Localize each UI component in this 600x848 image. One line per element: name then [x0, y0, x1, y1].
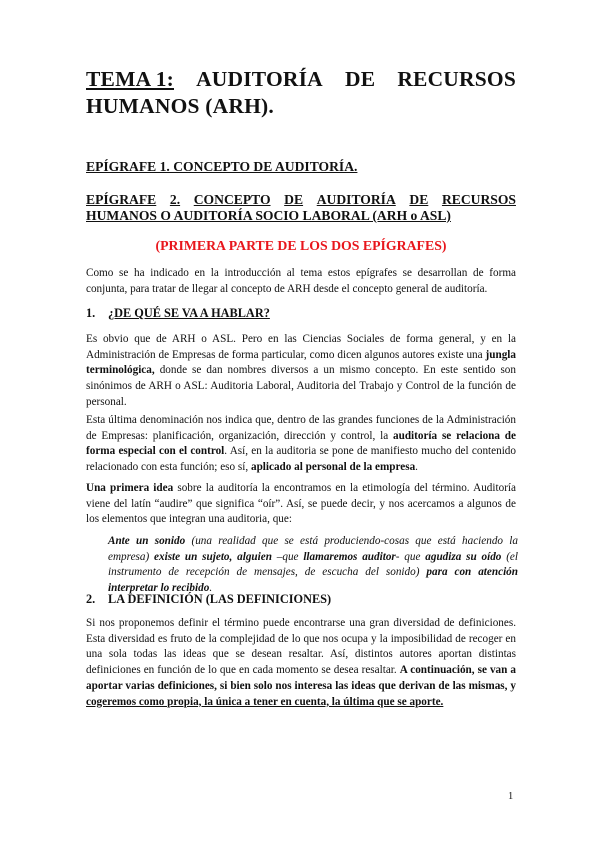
- paragraph-2: [86, 413, 516, 476]
- text-run: . Así, en la auditoria se pone de manifiesto mucho del contenido relacionado con esta función; eso sí,: [86, 445, 516, 474]
- epigrafe-2-word: DE: [409, 192, 429, 207]
- epigrafe-2-word: DE: [284, 192, 304, 207]
- subtitle-red: (PRIMERA PARTE DE LOS DOS EPÍGRAFES): [155, 238, 447, 253]
- text-run: .: [415, 461, 418, 474]
- section-1-heading: [86, 306, 270, 321]
- title-tema: TEMA 1:: [86, 67, 174, 91]
- section-1-number: 1.: [86, 306, 96, 320]
- text-run: Es obvio que de ARH o ASL. Pero en las Ciencias Sociales de forma general, y en la Administración de Empresas de forma particular, como dicen algunos autores existe una: [86, 333, 516, 361]
- text-run: (el instrumento de recepción de mensajes, de escucha del sonido): [108, 550, 518, 579]
- intro-paragraph: Como se ha indicado en la introducción al tema estos epígrafes se desarrollan de forma conjunta, para tratar de llegar al concepto de ARH desde el concepto general de auditoría.: [86, 267, 516, 295]
- text-run: (una realidad que se está produciendo-cosas que está haciendo la empresa): [108, 535, 519, 563]
- epigrafe-2-word: RECURSOS: [441, 192, 516, 207]
- section-1-label: ¿DE QUÉ SE VA A HABLAR?: [108, 306, 270, 320]
- quote-block: [108, 534, 518, 597]
- text-run: Esta última denominación nos indica que, dentro de las grandes funciones de la Administración de Empresas: planificación, organización, dirección y control, la: [86, 414, 516, 442]
- epigrafe-2-word: CONCEPTO: [193, 192, 271, 207]
- document-title: [86, 66, 516, 120]
- bold-run: auditoría se relaciona de forma especial con el control: [86, 429, 516, 458]
- title-word: RECURSOS: [397, 67, 516, 91]
- epigrafe-2-heading: [86, 192, 516, 224]
- paragraph-1: [86, 332, 516, 411]
- bold-run: aplicado al personal de la empresa: [250, 461, 416, 474]
- page-number: 1: [508, 791, 514, 802]
- paragraph-3: [86, 481, 516, 528]
- bold-run: para con atención interpretar lo recibido: [108, 566, 518, 595]
- bold-run: Ante un sonido: [108, 535, 186, 547]
- text-run: –que: [271, 550, 304, 563]
- text-run: Si nos proponemos definir el término puede encontrarse una gran diversidad de definiciones. Esta diversidad es fruto de la complejidad de lo que nos ocupa y la imposibilidad de recoger en una sola todas las ideas que se desean resaltar. Así, distintos autores aportan distintas definiciones en función de lo que en cada momento se desea resaltar.: [86, 617, 516, 677]
- bold-run: Una primera idea: [86, 482, 174, 494]
- epigrafe-1-heading: EPÍGRAFE 1. CONCEPTO DE AUDITORÍA.: [86, 159, 358, 174]
- section-2-number: 2.: [86, 592, 96, 606]
- section-2-heading: [86, 592, 331, 607]
- text-run: .: [209, 582, 213, 595]
- epigrafe-2-line-2: HUMANOS O AUDITORÍA SOCIO LABORAL (ARH o ASL): [86, 208, 451, 223]
- text-run: donde se dan nombres diversos a un mismo concepto. En este sentido son sinónimos de ARH o ASL: Auditoria Laboral, Auditoria del Trabajo y Control de la función de personal.: [86, 364, 516, 408]
- title-line-2: HUMANOS (ARH).: [86, 94, 274, 118]
- bold-run: jungla terminológica,: [86, 348, 516, 377]
- bold-run: agudiza su oído: [425, 550, 502, 563]
- text-run: - que: [395, 550, 426, 563]
- epigrafe-2-word: AUDITORÍA: [316, 192, 396, 207]
- bold-run: existe un sujeto, alguien: [154, 550, 272, 563]
- title-word: DE: [344, 67, 376, 91]
- section-2-label: LA DEFINICIÓN (LAS DEFINICIONES): [108, 592, 332, 606]
- title-word: AUDITORÍA: [196, 67, 323, 91]
- bold-underlined-run: cogeremos como propia, la única a tener en cuenta, la última que se aporte.: [86, 695, 444, 708]
- bold-run: A continuación, se van a aportar varias definiciones, si bien solo nos interesa las ideas que derivan de las mismas, y: [86, 664, 516, 692]
- paragraph-4: [86, 616, 516, 710]
- text-run: sobre la auditoría la encontramos en la etimología del término. Auditoría viene del latín “audire” que significa “oír”. Así, se puede decir, y nos acercamos a algunos de los elementos que integran una auditoria, que:: [86, 482, 516, 526]
- bold-run: llamaremos auditor: [303, 550, 396, 563]
- epigrafe-2-word: EPÍGRAFE: [86, 192, 157, 207]
- epigrafe-2-word: 2.: [169, 192, 181, 207]
